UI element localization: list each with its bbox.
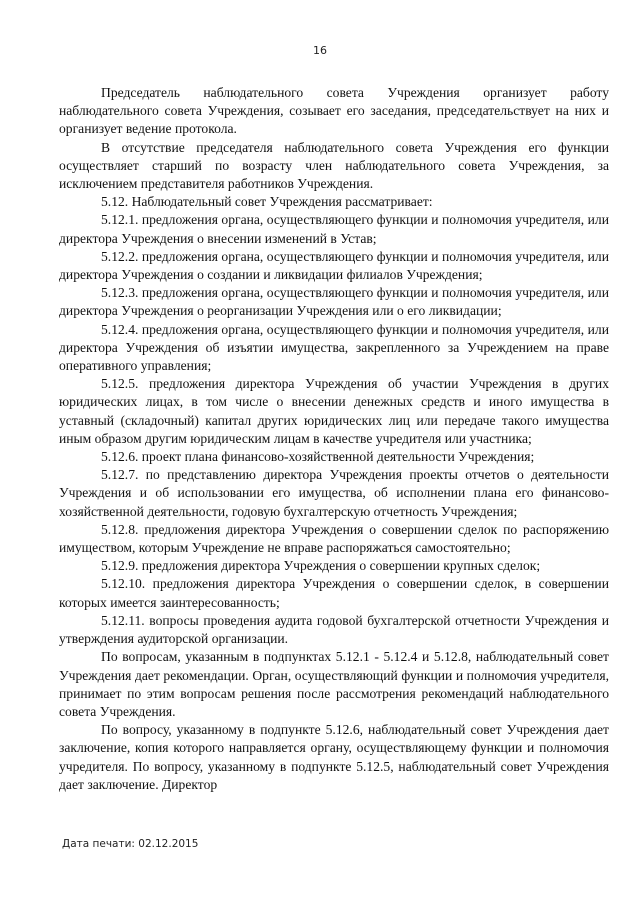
paragraph: 5.12.1. предложения органа, осуществляющего функции и полномочия учредителя, или директора Учреждения о внесении изменений в Устав; bbox=[59, 212, 609, 246]
paragraph: 5.12.6. проект плана финансово-хозяйственной деятельности Учреждения; bbox=[101, 449, 535, 465]
paragraph: 5.12.3. предложения органа, осуществляющего функции и полномочия учредителя, или директора Учреждения о реорганизации Учреждения или о его ликвидации; bbox=[59, 285, 609, 319]
paragraph: 5.12.11. вопросы проведения аудита годовой бухгалтерской отчетности Учреждения и утверждения аудиторской организации. bbox=[59, 612, 609, 647]
paragraph: 5.12.4. предложения органа, осуществляющего функции и полномочия учредителя, или директора Учреждения об изъятии имущества, закрепленного за Учреждением на праве оперативного управления; bbox=[59, 321, 609, 374]
paragraph: 5.12. Наблюдательный совет Учреждения рассматривает: bbox=[101, 194, 433, 210]
paragraph: По вопросам, указанным в подпунктах 5.12.1 - 5.12.4 и 5.12.8, наблюдательный совет Учреждения дает рекомендации. Орган, осуществляющий функции и полномочия учредителя, принимает по этим вопросам решения после рассмотрения рекомендаций наблюдательного совета Учреждения. bbox=[59, 649, 609, 719]
paragraph: 5.12.5. предложения директора Учреждения об участии Учреждения в других юридических лицах, в том числе о внесении денежных средств и иного имущества в уставный (складочный) капитал других юридических лиц или передаче такого имущества иным образом другим юридическим лицам в качестве учредителя или участника; bbox=[59, 376, 609, 446]
paragraph: Председатель наблюдательного совета Учреждения организует работу наблюдательного совета Учреждения, созывает его заседания, председательствует на них и организует ведение протокола. bbox=[59, 85, 609, 137]
page-number: 16 bbox=[313, 44, 327, 57]
print-date-footer: Дата печати: 02.12.2015 bbox=[62, 838, 199, 850]
paragraph: 5.12.8. предложения директора Учреждения о совершении сделок по распоряжению имуществом, которым Учреждение не вправе распоряжаться самостоятельно; bbox=[59, 521, 609, 556]
paragraph: В отсутствие председателя наблюдательного совета Учреждения его функции осуществляет старший по возрасту член наблюдательного совета Учреждения, за исключением представителя работников Учреждения. bbox=[59, 139, 609, 192]
paragraph: 5.12.9. предложения директора Учреждения о совершении крупных сделок; bbox=[101, 558, 541, 574]
document-body bbox=[59, 84, 609, 794]
paragraph: 5.12.7. по представлению директора Учреждения проекты отчетов о деятельности Учреждения и об использовании его имущества, об исполнении плана его финансово-хозяйственной деятельности, годовую бухгалтерскую отчетность Учреждения; bbox=[59, 467, 609, 519]
paragraph: По вопросу, указанному в подпункте 5.12.6, наблюдательный совет Учреждения дает заключение, копия которого направляется органу, осуществляющему функции и полномочия учредителя. По вопросу, указанному в подпункте 5.12.5, наблюдательный совет Учреждения дает заключение. Директор bbox=[59, 722, 609, 792]
paragraph: 5.12.2. предложения органа, осуществляющего функции и полномочия учредителя, или директора Учреждения о создании и ликвидации филиалов Учреждения; bbox=[59, 248, 609, 283]
paragraph: 5.12.10. предложения директора Учреждения о совершении сделок, в совершении которых имеется заинтересованность; bbox=[59, 576, 609, 610]
